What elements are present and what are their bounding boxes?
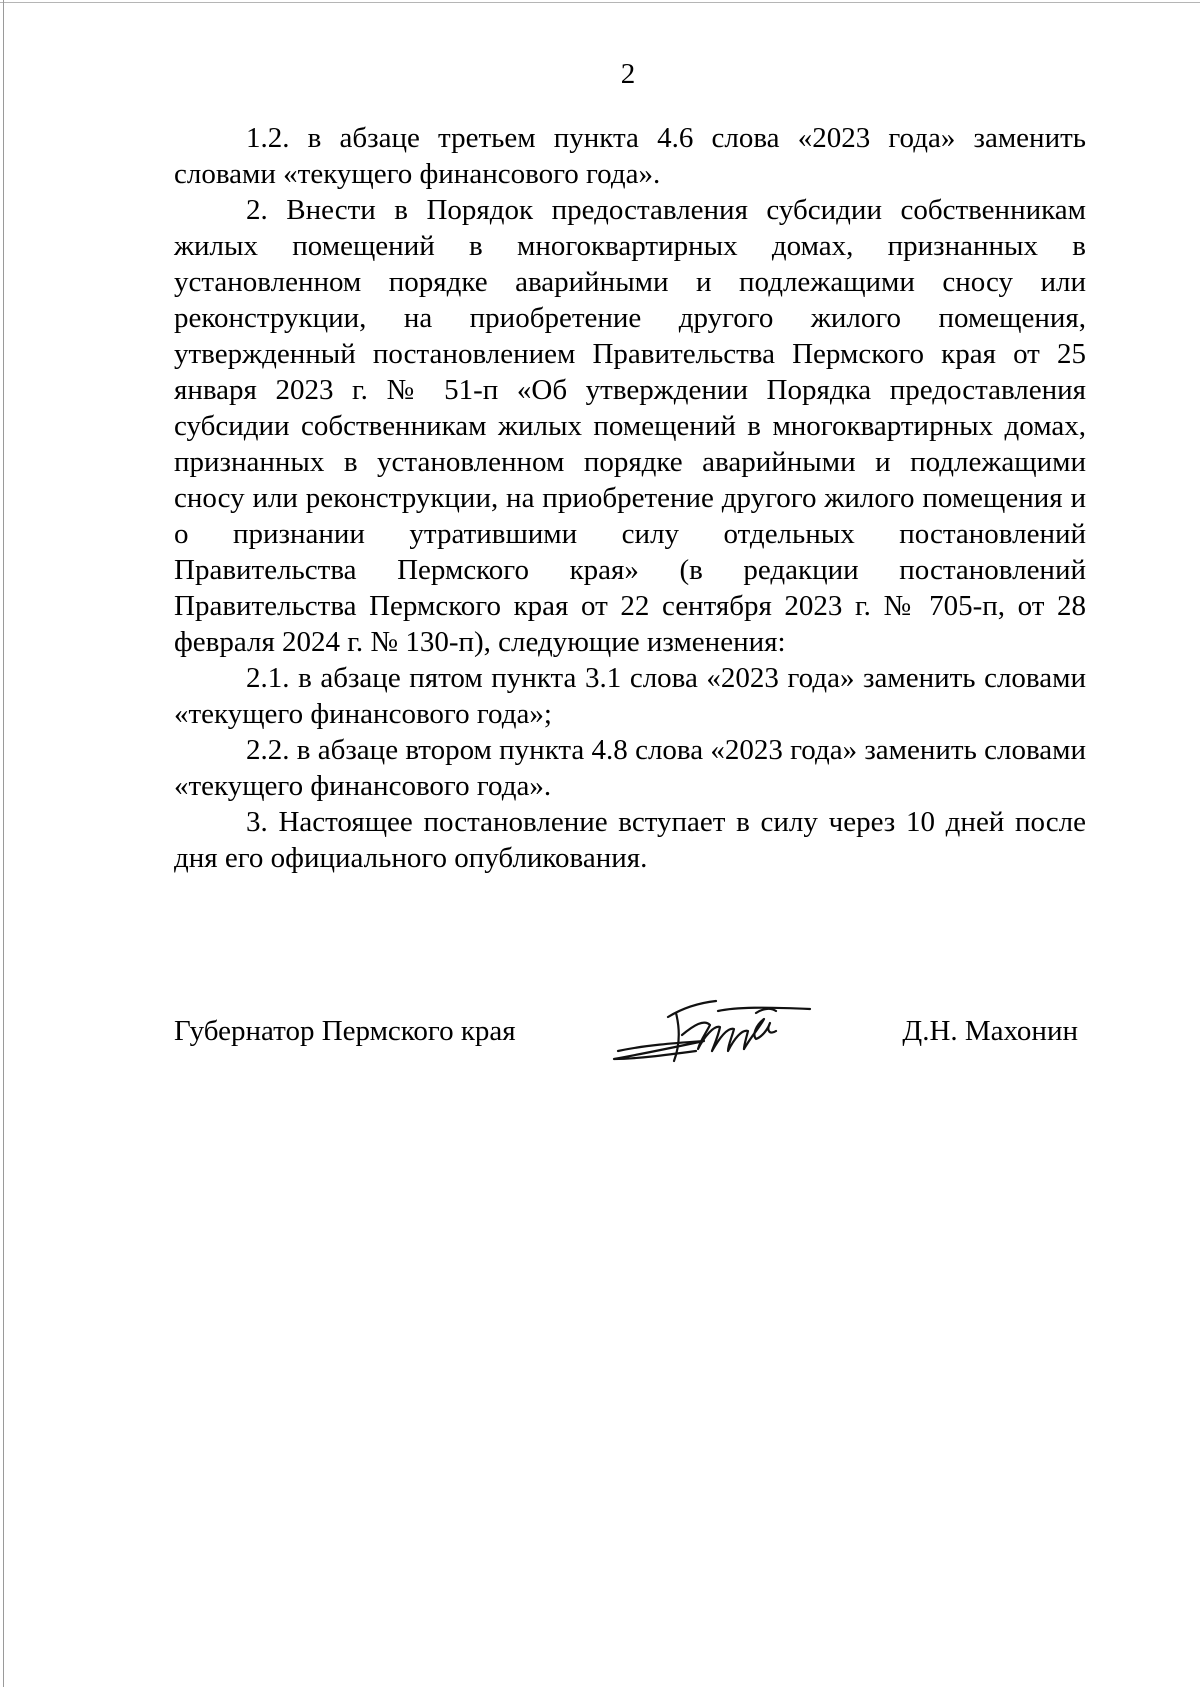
scan-border-top	[0, 2, 1200, 3]
scan-border-left	[3, 0, 4, 1687]
handwritten-signature	[606, 989, 816, 1071]
signature-block	[174, 1015, 1086, 1075]
page-number: 2	[620, 58, 636, 90]
signatory-name: Д.Н. Махонин	[902, 1015, 1078, 1047]
document-body	[174, 120, 1086, 876]
paragraph-2: 2. Внести в Порядок предоставления субсидии собственникам жилых помещений в многоквартирных домах, признанных в установленном порядке аварийными и подлежащими сносу или реконструкции, на приобретение другого жилого помещения, утвержденный постановлением Правительства Пермского края от 25 января 2023 г. № 51-п «Об утверждении Порядка предоставления субсидии собственникам жилых помещений в многоквартирных домах, признанных в установленном порядке аварийными и подлежащими сносу или реконструкции, на приобретение другого жилого помещения и о признании утратившими силу отдельных постановлений Правительства Пермского края» (в редакции постановлений Правительства Пермского края от 22 сентября 2023 г. № 705-п, от 28 февраля 2024 г. № 130-п), следующие изменения:	[174, 194, 1086, 658]
paragraph-3: 3. Настоящее постановление вступает в силу через 10 дней после дня его официального опубликования.	[174, 806, 1086, 874]
signatory-position: Губернатор Пермского края	[174, 1015, 516, 1047]
paragraph-2-1: 2.1. в абзаце пятом пункта 3.1 слова «2023 года» заменить словами «текущего финансового года»;	[174, 662, 1086, 730]
paragraph-1-2: 1.2. в абзаце третьем пункта 4.6 слова «2023 года» заменить словами «текущего финансового года».	[174, 122, 1086, 190]
paragraph-2-2: 2.2. в абзаце втором пункта 4.8 слова «2023 года» заменить словами «текущего финансового года».	[174, 734, 1086, 802]
